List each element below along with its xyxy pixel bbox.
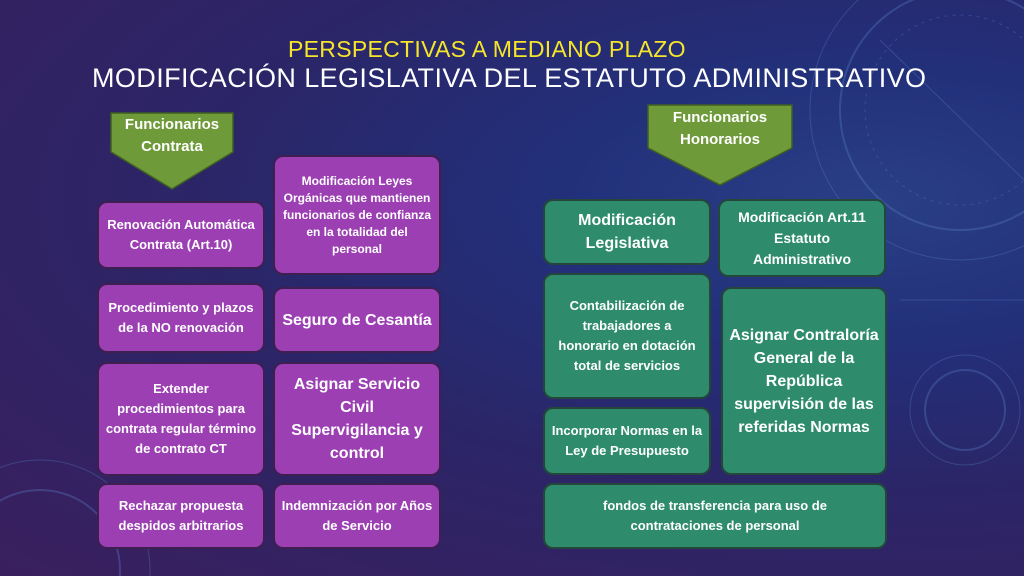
header-label-line1: Funcionarios xyxy=(672,109,768,126)
box-seguro-cesantia xyxy=(273,287,441,353)
slide-subtitle: PERSPECTIVAS A MEDIANO PLAZO xyxy=(288,36,686,62)
box-incorporar-normas xyxy=(543,407,711,475)
box-text: Procedimiento y plazos de la NO renovación xyxy=(108,300,254,335)
box-text: Modificación Legislativa xyxy=(578,212,676,252)
box-modificacion-legislativa xyxy=(543,199,711,265)
box-text: Indemnización por Años de Servicio xyxy=(281,498,433,533)
box-text: Seguro de Cesantía xyxy=(282,311,432,329)
box-asignar-servicio-civil xyxy=(273,362,441,476)
box-text: Modificación Leyes Orgánicas que mantienen funcionarios de confianza en la totalidad del personal xyxy=(282,173,432,256)
box-asignar-contraloria xyxy=(721,287,887,475)
header-label-line2: Honorarios xyxy=(679,131,760,148)
box-text: Renovación Automática Contrata (Art.10) xyxy=(107,217,255,252)
box-text: fondos de transferencia para uso de contrataciones de personal xyxy=(603,498,827,533)
box-fondos-transferencia xyxy=(543,483,887,549)
header-funcionarios-contrata xyxy=(110,112,234,192)
slide-title: MODIFICACIÓN LEGISLATIVA DEL ESTATUTO ADMINISTRATIVO xyxy=(92,63,927,93)
box-modificacion-leyes-organicas xyxy=(273,155,441,275)
box-text: Rechazar propuesta despidos arbitrarios xyxy=(118,498,244,533)
header-label-line1: Funcionarios xyxy=(124,116,220,133)
box-modificacion-art11 xyxy=(718,199,886,277)
box-text: Incorporar Normas en la Ley de Presupuesto xyxy=(551,423,703,458)
box-renovacion-automatica xyxy=(97,201,265,269)
box-text: Contabilización de trabajadores a honorario en dotación total de servicios xyxy=(558,298,696,373)
box-text: Asignar Servicio Civil Supervigilancia y control xyxy=(291,376,423,462)
box-indemnizacion xyxy=(273,483,441,549)
box-rechazar-propuesta xyxy=(97,483,265,549)
box-contabilizacion-trabajadores xyxy=(543,273,711,399)
box-text: Asignar Contraloría General de la República supervisión de las referidas Normas xyxy=(729,326,879,436)
header-funcionarios-honorarios xyxy=(647,104,793,189)
box-text: Modificación Art.11 Estatuto Administrativo xyxy=(738,208,866,267)
box-extender-procedimientos xyxy=(97,362,265,476)
box-text: Extender procedimientos para contrata regular término de contrato CT xyxy=(105,381,257,456)
header-label-line2: Contrata xyxy=(141,138,203,155)
box-procedimiento-plazos xyxy=(97,283,265,353)
